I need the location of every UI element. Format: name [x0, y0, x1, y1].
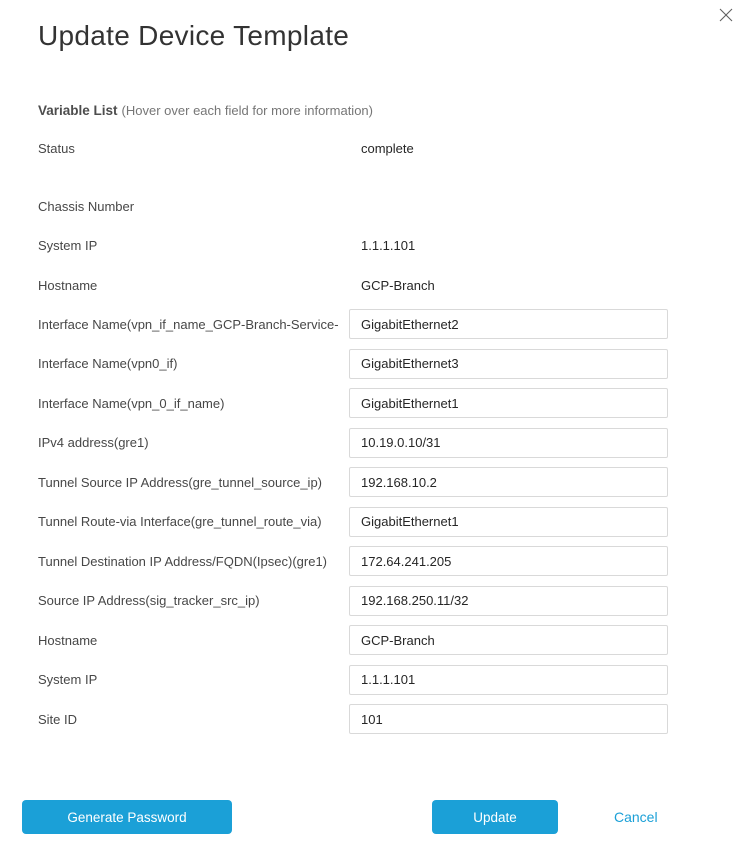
- dialog-title: Update Device Template: [38, 20, 350, 51]
- hostname-input[interactable]: [349, 625, 668, 655]
- row-label: Hostname: [38, 277, 98, 293]
- tunnel-route-via-interface-input[interactable]: [349, 507, 668, 537]
- row-label: Tunnel Destination IP Address/FQDN(Ipsec)(gre1): [38, 553, 328, 569]
- row-hostname: [38, 625, 668, 655]
- row-tunnel-destination-ip: [38, 546, 668, 576]
- close-x-glyph: [716, 5, 736, 25]
- close-icon[interactable]: [716, 5, 736, 25]
- row-label: Source IP Address(sig_tracker_src_ip): [38, 593, 260, 608]
- row-label: Interface Name(vpn0_if): [38, 356, 178, 371]
- system-ip-input[interactable]: [349, 665, 668, 695]
- row-site-id: [38, 704, 668, 734]
- row-tunnel-source-ip: [38, 467, 668, 497]
- site-id-input[interactable]: [349, 704, 668, 734]
- row-value: 1.1.1.101: [361, 237, 416, 253]
- tunnel-destination-ip-input[interactable]: [349, 546, 668, 576]
- row-interface-name-vpn0-if: [38, 349, 668, 379]
- variable-list-header: [38, 102, 373, 120]
- update-button[interactable]: Update: [432, 800, 558, 834]
- row-value: GCP-Branch: [361, 277, 435, 293]
- row-label: Tunnel Route-via Interface(gre_tunnel_route_via): [38, 514, 322, 529]
- row-label: System IP: [38, 672, 98, 687]
- row-label: Hostname: [38, 632, 98, 648]
- variable-list-title: Variable List: [38, 103, 118, 118]
- row-label: Site ID: [38, 711, 78, 727]
- row-chassis-number: [38, 191, 668, 221]
- row-label: IPv4 address(gre1): [38, 435, 149, 450]
- row-ipv4-address-gre1: [38, 428, 668, 458]
- variable-rows: [38, 133, 668, 744]
- row-value: complete: [361, 140, 414, 156]
- row-system-ip: [38, 665, 668, 695]
- ipv4-address-gre1-input[interactable]: [349, 428, 668, 458]
- interface-name-service-vpn-input[interactable]: [349, 309, 668, 339]
- cancel-button[interactable]: Cancel: [608, 800, 664, 834]
- source-ip-sig-tracker-input[interactable]: [349, 586, 668, 616]
- interface-name-vpn0-if-input[interactable]: [349, 349, 668, 379]
- row-source-ip-sig-tracker: [38, 586, 668, 616]
- row-tunnel-route-via-interface: [38, 507, 668, 537]
- row-label: Chassis Number: [38, 198, 135, 214]
- row-interface-name-service-vpn: [38, 309, 668, 339]
- row-hostname-static: [38, 270, 668, 300]
- row-label: Tunnel Source IP Address(gre_tunnel_source_ip): [38, 474, 323, 490]
- tunnel-source-ip-input[interactable]: [349, 467, 668, 497]
- generate-password-button[interactable]: Generate Password: [22, 800, 232, 834]
- row-interface-name-vpn-0-if-name: [38, 388, 668, 418]
- row-label: Interface Name(vpn_0_if_name): [38, 395, 225, 411]
- row-label: Interface Name(vpn_if_name_GCP-Branch-Service-: [38, 316, 339, 332]
- row-label: Status: [38, 140, 75, 156]
- row-status: [38, 133, 668, 163]
- interface-name-vpn-0-if-name-input[interactable]: [349, 388, 668, 418]
- row-label: System IP: [38, 237, 98, 253]
- variable-list-hint: (Hover over each field for more information): [121, 103, 373, 118]
- row-system-ip-static: [38, 230, 668, 260]
